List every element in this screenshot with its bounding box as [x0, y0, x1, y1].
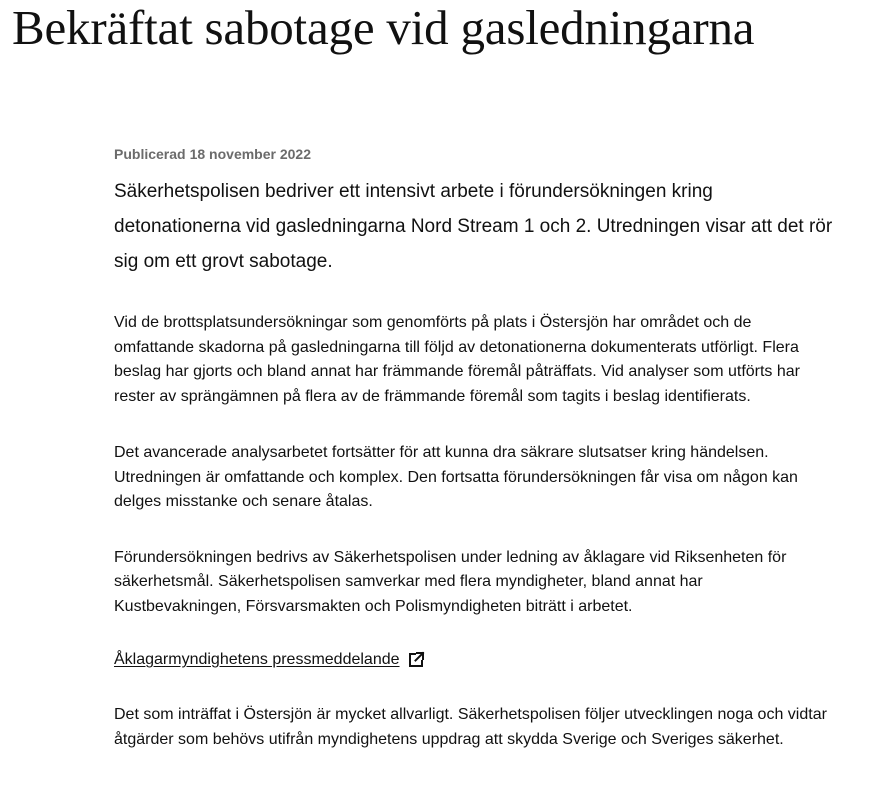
published-date-value: 18 november 2022 [189, 146, 311, 162]
published-label: Publicerad [114, 146, 186, 162]
body-paragraph-3: Förundersökningen bedrivs av Säkerhetspolisen under ledning av åklagare vid Riksenheten för säkerhetsmål. Säkerhetspolisen samverkar med flera myndigheter, bland annat har Kustbevakningen, Försvarsmakten och Polismyndigheten biträtt i arbetet. [114, 548, 787, 615]
lead-paragraph: Säkerhetspolisen bedriver ett intensivt arbete i förundersökningen kring detonationerna vid gasledningarna Nord Stream 1 och 2. Utredningen visar att det rör sig om ett grovt sabotage. [114, 181, 833, 272]
press-release-link[interactable]: Åklagarmyndighetens pressmeddelande [114, 651, 400, 668]
published-date [114, 140, 834, 168]
external-link-icon[interactable] [407, 651, 425, 669]
page-title: Bekräftat sabotage vid gasledningarna [12, 0, 755, 55]
body-paragraph-1: Vid de brottsplatsundersökningar som genomförts på plats i Östersjön har området och de omfattande skadorna på gasledningarna till följd av detonationerna dokumenterats utförligt. Flera beslag har gjorts och bland annat har främmande föremål påträffats. Vid analyser som utförts har rester av sprängämnen på flera av de främmande föremål som tagits i beslag identifierats. [114, 314, 800, 405]
article-body [114, 140, 834, 752]
external-link-row [114, 648, 834, 672]
body-paragraph-4: Det som inträffat i Östersjön är mycket allvarligt. Säkerhetspolisen följer utvecklingen noga och vidtar åtgärder som behövs utifrån myndighetens uppdrag att skydda Sverige och Sveriges säkerhet. [114, 706, 827, 748]
body-paragraph-2: Det avancerade analysarbetet fortsätter för att kunna dra säkrare slutsatser kring händelsen. Utredningen är omfattande och komplex. Den fortsatta förundersökningen får visa om någon kan delges misstanke och senare åtalas. [114, 444, 798, 510]
